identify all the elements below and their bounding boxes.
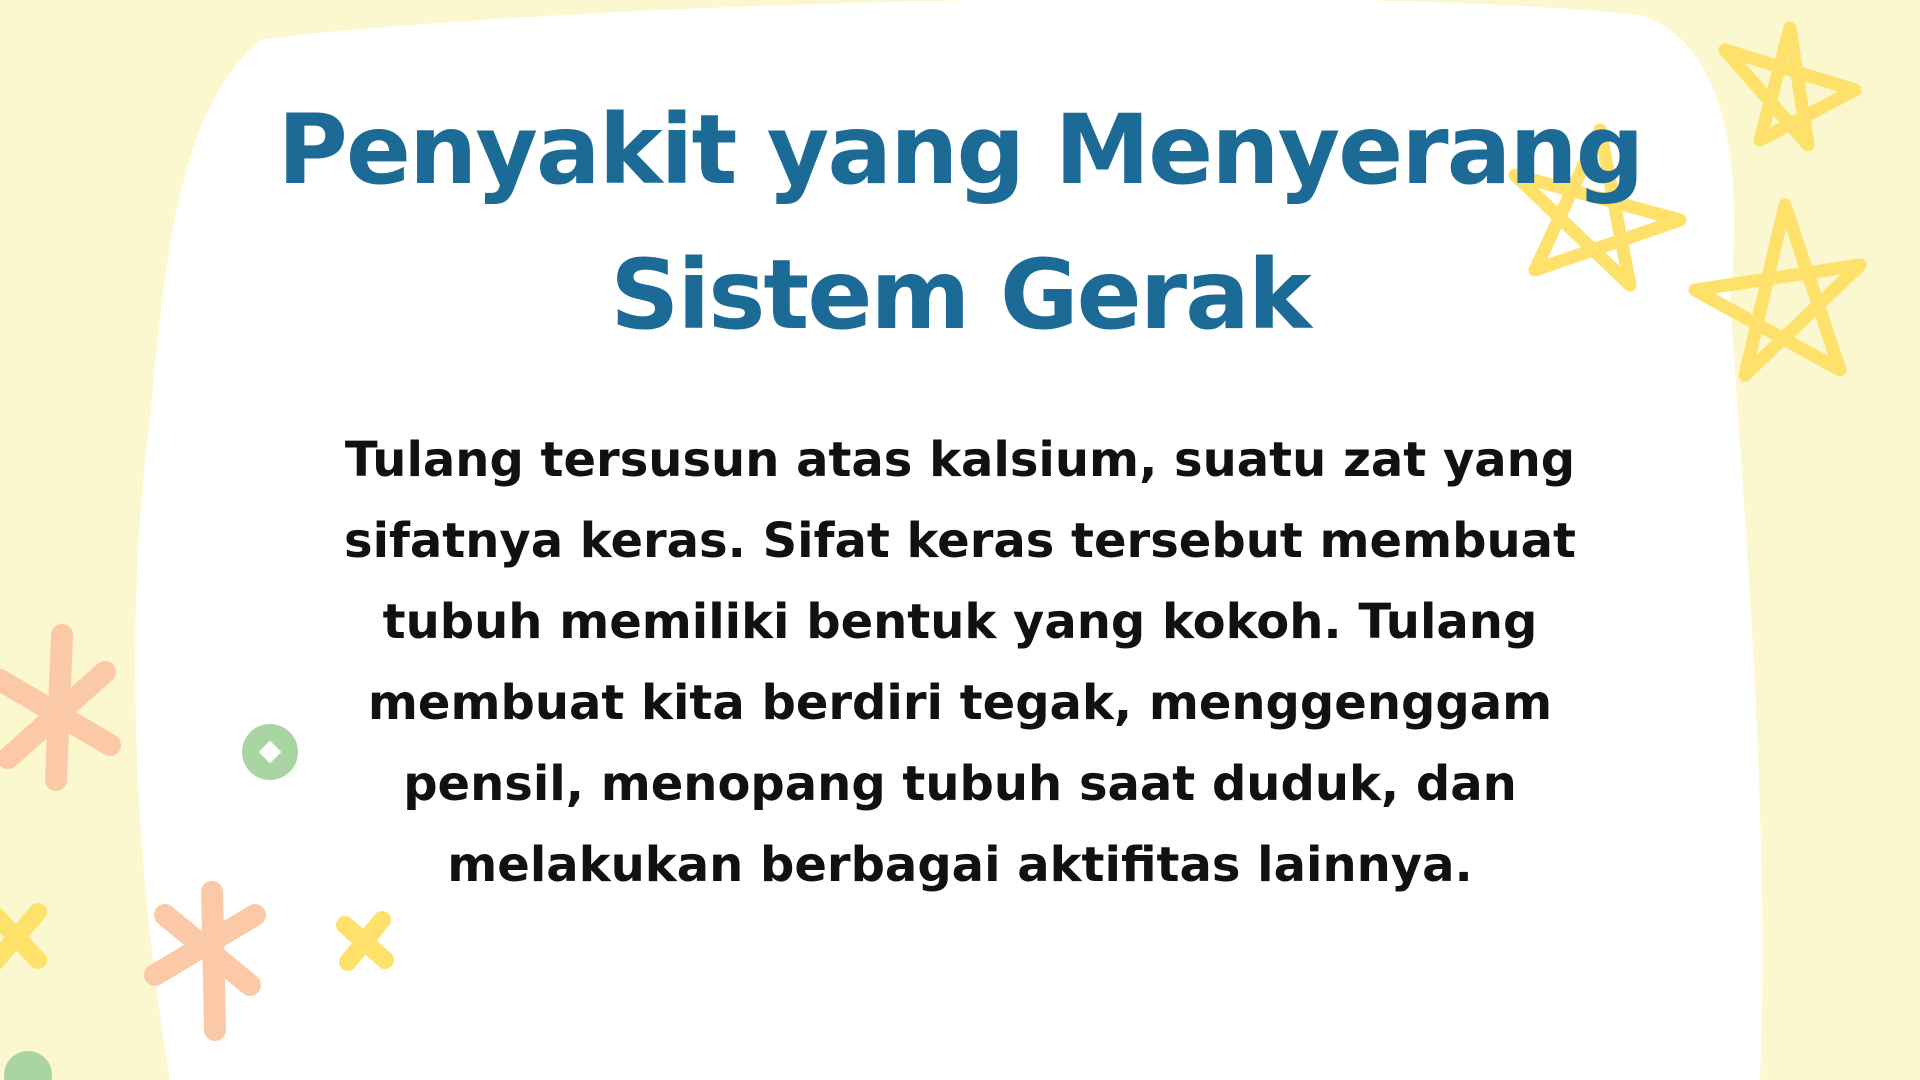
slide-body-text — [280, 420, 1640, 906]
star-icon — [1725, 28, 1855, 145]
cross-icon — [0, 912, 38, 962]
body-text-line: membuat kita berdiri tegak, menggenggam — [367, 675, 1553, 731]
slide-title-line: Sistem Gerak — [610, 239, 1310, 351]
body-text-line: melakukan berbagai aktifitas lainnya. — [447, 837, 1473, 893]
asterisk-icon — [0, 635, 110, 780]
slide-title-line: Penyakit yang Menyerang — [277, 94, 1643, 206]
circle-dot-icon — [4, 1051, 52, 1080]
body-text-line: Tulang tersusun atas kalsium, suatu zat yang — [344, 432, 1576, 488]
slide-title — [240, 78, 1680, 368]
body-text-line: tubuh memiliki bentuk yang kokoh. Tulang — [382, 594, 1538, 650]
body-text-line: pensil, menopang tubuh saat duduk, dan — [403, 756, 1517, 812]
body-text-line: sifatnya keras. Sifat keras tersebut membuat — [344, 513, 1576, 569]
